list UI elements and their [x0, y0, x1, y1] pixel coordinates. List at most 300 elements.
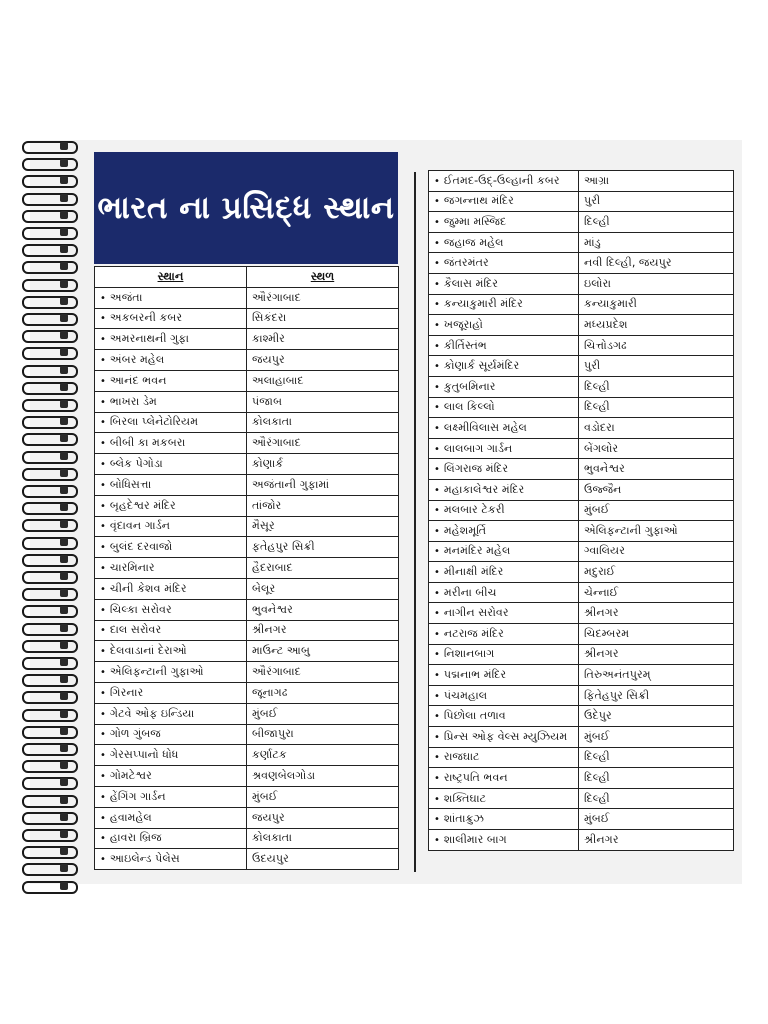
bullet-icon: •: [100, 708, 106, 720]
place-name: [429, 315, 579, 336]
place-name: [429, 253, 579, 274]
punch-hole: [60, 727, 68, 735]
place-location: પુરી: [579, 356, 734, 377]
punch-hole: [60, 228, 68, 236]
place-name: [95, 724, 247, 745]
place-location: માંડુ: [579, 232, 734, 253]
coil-loop: [22, 726, 78, 739]
table-row: [95, 412, 399, 433]
place-location: કોલકાતા: [247, 828, 399, 849]
coil-loop: [22, 657, 78, 670]
coil-loop: [22, 141, 78, 154]
spiral-coil: [20, 258, 78, 274]
bullet-icon: •: [100, 687, 106, 699]
punch-hole: [60, 280, 68, 288]
table-row: [95, 474, 399, 495]
bullet-icon: •: [100, 833, 106, 845]
place-name: [95, 433, 247, 454]
table-row: [95, 350, 399, 371]
place-name-text: મહાકાલેશ્વર મંદિર: [443, 482, 525, 496]
punch-hole: [60, 331, 68, 339]
place-name: [95, 599, 247, 620]
place-name: [95, 662, 247, 683]
place-location: હૈદરાબાદ: [247, 558, 399, 579]
place-name-text: બૃહદેશ્વર મંદિર: [109, 498, 176, 512]
place-name-text: ખજૂરાહો: [443, 317, 483, 331]
place-name: [95, 849, 247, 870]
coil-loop: [22, 674, 78, 687]
place-location: ઉજ્જૈન: [579, 479, 734, 500]
punch-hole: [60, 796, 68, 804]
place-name: [95, 682, 247, 703]
coil-loop: [22, 502, 78, 515]
place-location: કાશ્મીર: [247, 329, 399, 350]
place-location: ચિત્તોડગઢ: [579, 335, 734, 356]
place-name: [429, 562, 579, 583]
spiral-coil: [20, 637, 78, 653]
coil-loop: [22, 193, 78, 206]
spiral-coil: [20, 241, 78, 257]
place-name: [429, 438, 579, 459]
coil-loop: [22, 382, 78, 395]
bullet-icon: •: [434, 587, 440, 599]
table-row: [95, 433, 399, 454]
spiral-coil: [20, 654, 78, 670]
bullet-icon: •: [434, 361, 440, 373]
table-row: [429, 232, 734, 253]
bullet-icon: •: [434, 340, 440, 352]
place-location: શ્રવણબેલગોડા: [247, 766, 399, 787]
place-name-text: અંબર મહેલ: [109, 353, 165, 367]
spiral-coil: [20, 585, 78, 601]
punch-hole: [60, 297, 68, 305]
place-name-text: આનંદ ભવન: [109, 373, 167, 387]
place-location: પુરી: [579, 191, 734, 212]
punch-hole: [60, 417, 68, 425]
table-row: [429, 335, 734, 356]
place-name-text: ગિરનાર: [109, 685, 144, 699]
place-name: [429, 500, 579, 521]
place-name: [429, 706, 579, 727]
place-location: મુંબઈ: [579, 727, 734, 748]
bullet-icon: •: [100, 812, 106, 824]
place-location: દિલ્હી: [579, 768, 734, 789]
coil-loop: [22, 330, 78, 343]
place-name: [95, 391, 247, 412]
table-row: [95, 745, 399, 766]
coil-loop: [22, 365, 78, 378]
place-name: [429, 727, 579, 748]
bullet-icon: •: [434, 258, 440, 270]
table-row: [429, 356, 734, 377]
bullet-icon: •: [434, 299, 440, 311]
place-name: [429, 665, 579, 686]
place-name-text: મહેશમૂર્તિ: [443, 523, 487, 537]
spiral-coil: [20, 843, 78, 859]
spiral-coil: [20, 723, 78, 739]
coil-loop: [22, 588, 78, 601]
table-row: [429, 191, 734, 212]
coil-loop: [22, 640, 78, 653]
spiral-coil: [20, 482, 78, 498]
spiral-coil: [20, 740, 78, 756]
punch-hole: [60, 658, 68, 666]
place-name: [429, 171, 579, 192]
place-name-text: ચીની કેશવ મંદિર: [109, 581, 187, 595]
punch-hole: [60, 211, 68, 219]
punch-hole: [60, 486, 68, 494]
place-location: ઔરંગાબાદ: [247, 433, 399, 454]
place-name: [429, 768, 579, 789]
place-name-text: જહાજ મહેલ: [443, 235, 504, 249]
place-name-text: કોણાર્ક સૂર્યમંદિર: [443, 359, 520, 373]
bullet-icon: •: [434, 773, 440, 785]
spiral-coil: [20, 826, 78, 842]
punch-hole: [60, 555, 68, 563]
place-location: દિલ્હી: [579, 376, 734, 397]
coil-loop: [22, 468, 78, 481]
table-row: [429, 665, 734, 686]
coil-loop: [22, 347, 78, 360]
coil-loop: [22, 158, 78, 171]
bullet-icon: •: [100, 646, 106, 658]
place-location: અજંતાની ગુફામાં: [247, 474, 399, 495]
punch-hole: [60, 348, 68, 356]
spiral-coil: [20, 706, 78, 722]
punch-hole: [60, 847, 68, 855]
bullet-icon: •: [100, 791, 106, 803]
table-row: [429, 397, 734, 418]
punch-hole: [60, 469, 68, 477]
coil-loop: [22, 519, 78, 532]
place-name-text: નિશાનબાગ: [443, 647, 495, 661]
place-location: મદુરાઈ: [579, 562, 734, 583]
table-row: [95, 828, 399, 849]
bullet-icon: •: [100, 459, 106, 471]
place-name-text: શક્તિઘાટ: [443, 791, 487, 805]
place-location: શ્રીનગર: [247, 620, 399, 641]
table-row: [429, 212, 734, 233]
place-name: [95, 537, 247, 558]
place-name-text: પંચમહાલ: [443, 688, 488, 702]
place-name: [429, 521, 579, 542]
place-name-text: દેલવાડાનાં દેરાઓ: [109, 644, 187, 658]
table-row: [95, 329, 399, 350]
place-name-text: કૈલાસ મંદિર: [443, 276, 499, 290]
punch-hole: [60, 830, 68, 838]
coil-loop: [22, 760, 78, 773]
place-location: ઔરંગાબાદ: [247, 287, 399, 308]
table-row: [429, 603, 734, 624]
place-name-text: ઈતમદ-ઉદ્-ઉલ્હાની કબર: [443, 173, 560, 187]
table-row: [429, 541, 734, 562]
punch-hole: [60, 692, 68, 700]
coil-loop: [22, 881, 78, 894]
place-name-text: અમરનાથની ગુફા: [109, 332, 190, 346]
place-name: [429, 830, 579, 851]
table-row: [429, 830, 734, 851]
bullet-icon: •: [434, 196, 440, 208]
place-location: મુંબઈ: [579, 809, 734, 830]
place-name-text: શાંતાક્રુઝ: [443, 812, 485, 826]
place-location: ચેન્નાઈ: [579, 582, 734, 603]
coil-loop: [22, 743, 78, 756]
bullet-icon: •: [434, 237, 440, 249]
punch-hole: [60, 761, 68, 769]
place-location: ઔરંગાબાદ: [247, 662, 399, 683]
spiral-coil: [20, 688, 78, 704]
table-row: [429, 809, 734, 830]
coil-loop: [22, 433, 78, 446]
place-name: [95, 495, 247, 516]
place-location: મુંબઈ: [247, 786, 399, 807]
place-location: ગ્વાલિયર: [579, 541, 734, 562]
title-banner: [94, 152, 398, 264]
place-name-text: ગોમટેશ્વર: [109, 769, 152, 783]
coil-loop: [22, 416, 78, 429]
table-row: [429, 294, 734, 315]
place-location: અલાહાબાદ: [247, 370, 399, 391]
place-name: [429, 212, 579, 233]
spiral-coil: [20, 413, 78, 429]
place-name: [429, 232, 579, 253]
place-name: [95, 703, 247, 724]
punch-hole: [60, 503, 68, 511]
place-location: કર્ણાટક: [247, 745, 399, 766]
spiral-coil: [20, 568, 78, 584]
place-name-text: દાલ સરોવર: [109, 623, 162, 637]
table-row: [95, 370, 399, 391]
table-row: [95, 786, 399, 807]
place-name-text: લાલબાગ ગાર્ડન: [443, 441, 513, 455]
place-name-text: અકબરની કબર: [109, 311, 183, 325]
place-name-text: ગોળ ગુંબજ: [109, 727, 161, 741]
place-name-text: કન્યાકુમારી મંદિર: [443, 297, 523, 311]
place-name-text: પદ્મનાભ મંદિર: [443, 668, 507, 682]
punch-hole: [60, 314, 68, 322]
place-name: [95, 474, 247, 495]
place-name-text: નાગીન સરોવર: [443, 606, 509, 620]
bullet-icon: •: [434, 505, 440, 517]
bullet-icon: •: [100, 750, 106, 762]
place-location: ચિદમ્બરમ: [579, 624, 734, 645]
coil-loop: [22, 537, 78, 550]
place-name: [429, 459, 579, 480]
bullet-icon: •: [434, 381, 440, 393]
place-location: મુંબઈ: [579, 500, 734, 521]
place-name-text: ગેટવે ઓફ ઇન્ડિયા: [109, 706, 195, 720]
table-row: [429, 624, 734, 645]
bullet-icon: •: [100, 771, 106, 783]
coil-loop: [22, 313, 78, 326]
table-row: [429, 685, 734, 706]
table-row: [429, 788, 734, 809]
spiral-coil: [20, 792, 78, 808]
place-name-text: જુમ્મા મસ્જિદ: [443, 214, 507, 228]
punch-hole: [60, 710, 68, 718]
table-row: [95, 537, 399, 558]
coil-loop: [22, 485, 78, 498]
page-title: ભારત ના પ્રસિદ્ધ સ્થાન: [97, 189, 395, 226]
bullet-icon: •: [100, 396, 106, 408]
place-name: [95, 786, 247, 807]
punch-hole: [60, 538, 68, 546]
spiral-coil: [20, 155, 78, 171]
bullet-icon: •: [100, 438, 106, 450]
bullet-icon: •: [434, 422, 440, 434]
place-location: ઇલોરા: [579, 273, 734, 294]
spiral-coil: [20, 138, 78, 154]
spiral-coil: [20, 344, 78, 360]
bullet-icon: •: [434, 793, 440, 805]
table-row: [95, 558, 399, 579]
place-name: [429, 294, 579, 315]
place-name-text: જંતરમંતર: [443, 256, 489, 270]
table-row: [429, 376, 734, 397]
table-row: [95, 662, 399, 683]
place-location: પંજાબ: [247, 391, 399, 412]
place-name: [95, 745, 247, 766]
place-location: મુંબઈ: [247, 703, 399, 724]
place-name: [429, 418, 579, 439]
place-location: વડોદરા: [579, 418, 734, 439]
place-location: નવી દિલ્હી, જયપુર: [579, 253, 734, 274]
place-name: [95, 329, 247, 350]
place-location: ઉદયપુર: [247, 849, 399, 870]
place-location: કન્યાકુમારી: [579, 294, 734, 315]
table-row: [429, 747, 734, 768]
table-row: [429, 644, 734, 665]
place-name-text: હાવરા બ્રિજ: [109, 831, 162, 845]
place-name: [95, 412, 247, 433]
spiral-coil: [20, 516, 78, 532]
punch-hole: [60, 176, 68, 184]
place-name-text: ચિલ્કા સરોવર: [109, 602, 172, 616]
table-row: [429, 171, 734, 192]
bullet-icon: •: [100, 729, 106, 741]
place-name: [429, 356, 579, 377]
table-row: [429, 500, 734, 521]
table-row: [95, 766, 399, 787]
bullet-icon: •: [434, 628, 440, 640]
bullet-icon: •: [434, 278, 440, 290]
spiral-coil: [20, 671, 78, 687]
place-location: આગ્રા: [579, 171, 734, 192]
spiral-coil: [20, 379, 78, 395]
punch-hole: [60, 864, 68, 872]
coil-loop: [22, 812, 78, 825]
spiral-coil: [20, 207, 78, 223]
place-name-text: શાલીમાર બાગ: [443, 832, 507, 846]
place-name: [429, 335, 579, 356]
place-name-text: પિછોલા તળાવ: [443, 709, 506, 723]
place-name: [95, 558, 247, 579]
place-name-text: લિંગરાજ મંદિર: [443, 462, 509, 476]
table-row: [95, 391, 399, 412]
place-location: દિલ્હી: [579, 788, 734, 809]
coil-loop: [22, 795, 78, 808]
place-location: તિરુઅનંતપુરમ્: [579, 665, 734, 686]
coil-loop: [22, 846, 78, 859]
table-row: [95, 287, 399, 308]
bullet-icon: •: [434, 731, 440, 743]
coil-loop: [22, 175, 78, 188]
punch-hole: [60, 194, 68, 202]
coil-loop: [22, 279, 78, 292]
place-location: શ્રીનગર: [579, 603, 734, 624]
table-header-row: [95, 267, 399, 288]
place-location: મધ્યપ્રદેશ: [579, 315, 734, 336]
punch-hole: [60, 589, 68, 597]
bullet-icon: •: [434, 690, 440, 702]
place-name-text: મરીના બીચ: [443, 585, 497, 599]
bullet-icon: •: [100, 563, 106, 575]
place-name-text: બ્લેક પેગોડા: [109, 457, 163, 471]
coil-loop: [22, 777, 78, 790]
coil-loop: [22, 709, 78, 722]
place-name: [95, 516, 247, 537]
table-row: [429, 727, 734, 748]
bullet-icon: •: [100, 854, 106, 866]
place-location: શ્રીનગર: [579, 644, 734, 665]
spiral-coil: [20, 293, 78, 309]
bullet-icon: •: [434, 567, 440, 579]
bullet-icon: •: [434, 546, 440, 558]
place-location: એલિફન્ટાની ગુફાઓ: [579, 521, 734, 542]
bullet-icon: •: [434, 175, 440, 187]
punch-hole: [60, 778, 68, 786]
place-name: [95, 454, 247, 475]
place-name-text: એલિફન્ટાની ગુફાઓ: [109, 665, 204, 679]
coil-loop: [22, 261, 78, 274]
table-row: [429, 479, 734, 500]
place-location: ફતેહપુર સિક્રી: [247, 537, 399, 558]
bullet-icon: •: [434, 834, 440, 846]
table-row: [95, 599, 399, 620]
places-table-right: [428, 170, 734, 851]
place-name-text: કુતુબમિનાર: [443, 379, 496, 393]
spiral-coil: [20, 327, 78, 343]
place-location: દિલ્હી: [579, 747, 734, 768]
header-place: સ્થાન: [95, 267, 247, 288]
place-name: [95, 828, 247, 849]
bullet-icon: •: [434, 814, 440, 826]
table-row: [429, 706, 734, 727]
place-name: [429, 603, 579, 624]
spiral-coil: [20, 448, 78, 464]
place-location: જૂનાગઢ: [247, 682, 399, 703]
place-name: [429, 479, 579, 500]
punch-hole: [60, 641, 68, 649]
place-name: [429, 644, 579, 665]
spiral-coil: [20, 276, 78, 292]
place-name-text: બીબી કા મકબરા: [109, 436, 186, 450]
bullet-icon: •: [100, 334, 106, 346]
place-name-text: વૃંદાવન ગાર્ડન: [109, 519, 171, 533]
table-row: [95, 578, 399, 599]
place-name: [429, 747, 579, 768]
place-name: [429, 191, 579, 212]
table-row: [429, 438, 734, 459]
place-name-text: હવામહેલ: [109, 810, 152, 824]
place-location: ઉદેપુર: [579, 706, 734, 727]
spiral-coil: [20, 172, 78, 188]
spiral-coil: [20, 396, 78, 412]
place-name: [429, 685, 579, 706]
place-name-text: લાલ કિલ્લો: [443, 400, 495, 414]
place-name: [95, 578, 247, 599]
place-name-text: ગેરસપ્પાનો ધોધ: [109, 748, 179, 762]
